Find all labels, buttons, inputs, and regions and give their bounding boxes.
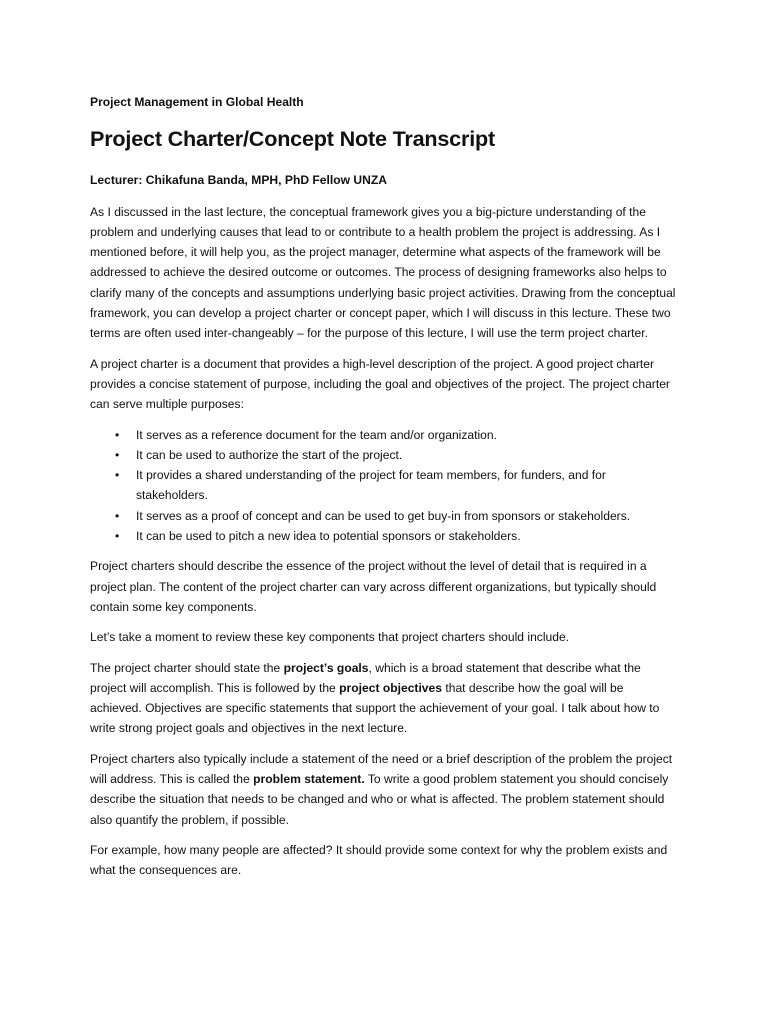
text-run: that describe how the goal will be achieved. Objectives are specific statements that support the achievement of your goal. I talk about how to write strong project goals and objectives in the next lecture. [90, 680, 660, 736]
bullet-icon: • [115, 508, 120, 523]
list-item-text: It serves as a proof of concept and can be used to get buy-in from sponsors or stakeholders. [136, 508, 631, 523]
paragraph-problem-statement [90, 749, 678, 830]
paragraph-review-components: Let’s take a moment to review these key components that project charters should include. [90, 630, 570, 645]
list-item-text: It can be used to pitch a new idea to potential sponsors or stakeholders. [136, 529, 521, 544]
purposes-list [90, 425, 678, 547]
course-name: Project Management in Global Health [90, 95, 304, 109]
lecturer-line: Lecturer: Chikafuna Banda, MPH, PhD Fellow UNZA [90, 173, 387, 188]
list-item [115, 465, 678, 506]
paragraph-charter-definition: A project charter is a document that provides a high-level description of the project. A good project charter provides a concise statement of purpose, including the goal and objectives of the project. The project charter can serve multiple purposes: [90, 356, 670, 412]
list-item [115, 506, 678, 526]
list-item [115, 445, 678, 465]
paragraph-goals-objectives [90, 658, 678, 739]
text-run: , which is a broad statement that describe what the project will accomplish. This is followed by the [90, 660, 641, 695]
list-item [115, 526, 678, 546]
bullet-icon: • [115, 427, 120, 442]
term-project-objectives: project objectives [339, 680, 442, 695]
text-run: To write a good problem statement you should concisely describe the situation that needs to be changed and who or what is affected. The problem statement should also quantify the problem, if possible. [90, 772, 669, 827]
list-item-text: It serves as a reference document for the team and/or organization. [136, 427, 497, 442]
bullet-icon: • [115, 468, 120, 483]
list-item-text: It provides a shared understanding of the project for team members, for funders, and for stakeholders. [136, 468, 606, 503]
text-run: Project charters also typically include a statement of the need or a brief description of the problem the project will address. This is called the [90, 751, 673, 787]
term-project-goals: project’s goals [283, 660, 369, 675]
document-title: Project Charter/Concept Note Transcript [90, 126, 495, 152]
paragraph-charter-essence: Project charters should describe the essence of the project without the level of detail that is required in a project plan. The content of the project charter can vary across different organizations, but typically should contain some key components. [90, 559, 657, 614]
bullet-icon: • [115, 529, 120, 544]
paragraph-example: For example, how many people are affected? It should provide some context for why the problem exists and what the consequences are. [90, 842, 668, 878]
text-run: The project charter should state the [90, 660, 284, 675]
list-item [115, 425, 678, 445]
bullet-icon: • [115, 447, 120, 462]
list-item-text: It can be used to authorize the start of the project. [136, 447, 403, 462]
document-body [90, 92, 678, 891]
term-problem-statement: problem statement. [253, 772, 365, 787]
paragraph-conceptual-framework: As I discussed in the last lecture, the conceptual framework gives you a big-picture understanding of the problem and underlying causes that lead to or contribute to a health problem the project is addressing. As I mentioned before, it will help you, as the project manager, determine what aspects of the framework will be addressed to achieve the desired outcome or outcomes. The process of designing frameworks also helps to clarify many of the concepts and assumptions underlying basic project activities. Drawing from the conceptual framework, you can develop a project charter or concept paper, which I will discuss in this lecture. These two terms are often used inter-changeably – for the purpose of this lecture, I will use the term project charter. [90, 204, 676, 341]
